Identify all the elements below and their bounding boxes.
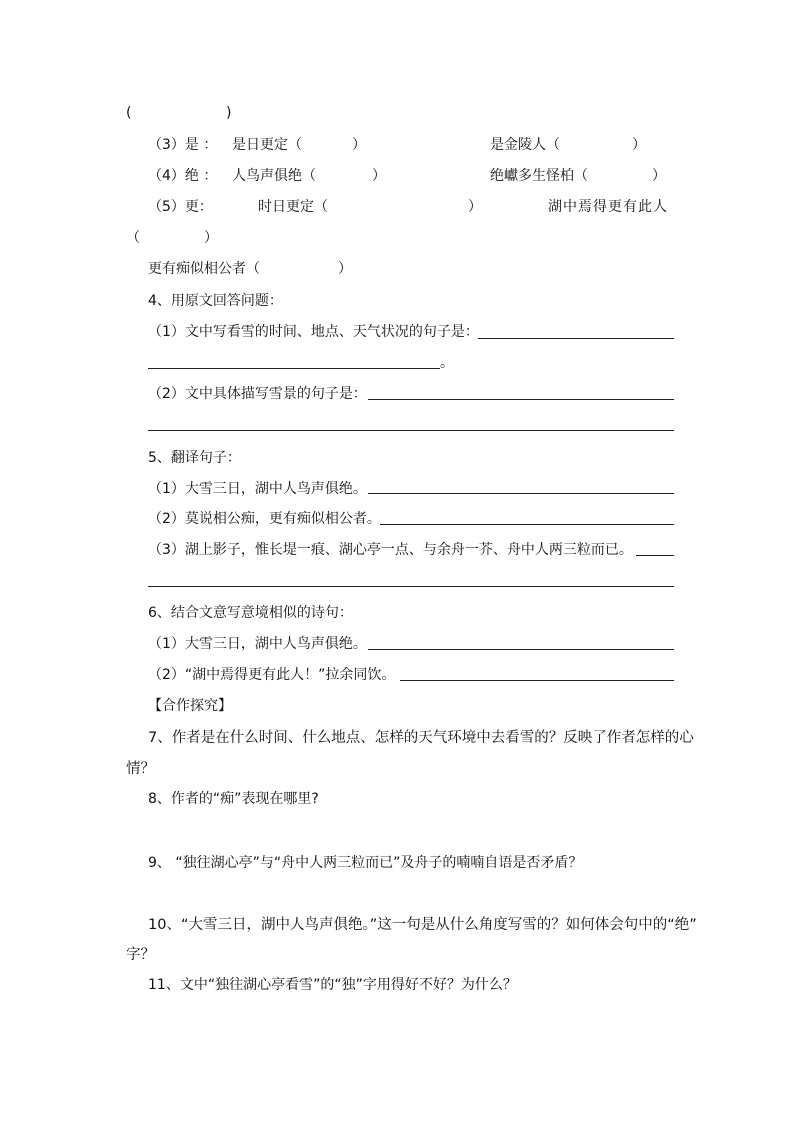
q5-open-2: （ [126,230,140,246]
answer-line[interactable] [368,649,674,650]
q4-label-jue: （4）绝 ： [148,168,218,184]
answer-line[interactable] [478,338,674,339]
q10-line-1: 10、“大雪三日，湖中人鸟声俱绝。”这一句是从什么角度写雪的？如何体会句中的“绝” [148,917,697,933]
q4-phrase-jueyan: 绝巘多生怪柏（ [490,168,588,184]
q5-label-geng: （5）更： [148,199,213,215]
q10-line-2: 字？ [126,947,155,963]
q4-close-2: ） [652,168,666,184]
q5-item-2: （2）莫说相公痴，更有痴似相公者。 [148,511,381,527]
q5-close-3: ） [338,261,352,277]
section-title: 【合作探究】 [148,698,232,714]
q3-close-2: ） [632,137,646,153]
q8: 8、作者的“痴”表现在哪里? [148,791,319,807]
q6-title: 6、结合文意写意境相似的诗句： [148,605,353,621]
paren-close-top: ) [226,105,232,121]
q5-item-1: （1）大雪三日，湖中人鸟声俱绝。 [148,481,367,497]
q3-close-1: ） [352,137,366,153]
q3-label-shi: （3）是 ： [148,137,218,153]
answer-line[interactable] [148,430,674,431]
q4-item-1: （1）文中写看雪的时间、地点、天气状况的句子是： [148,324,479,340]
q5-item-3: （3）湖上影子，惟长堤一痕、湖心亭一点、与余舟一芥、舟中人两三粒而已。 [148,542,633,558]
paren-open-top: ( [126,105,132,121]
q11: 11、文中“独往湖心亭看雪”的“独”字用得好不好？为什么？ [148,977,517,993]
answer-line[interactable] [636,555,674,556]
q4-item-2: （2）文中具体描写雪景的句子是： [148,386,367,402]
q4-phrase-renniao: 人鸟声俱绝（ [232,168,316,184]
q5-title: 5、翻译句子： [148,450,241,466]
q5-phrase-huzhong: 湖中焉得更有此人 [548,199,668,215]
q5-close-1: ） [468,199,482,215]
q7-line-1: 7、作者是在什么时间、什么地点、怎样的天气环境中去看雪的？反映了作者怎样的心 [148,730,694,746]
q6-item-1: （1）大雪三日，湖中人鸟声俱绝。 [148,636,367,652]
q4-close-1: ） [372,168,386,184]
q9: 9、 “独往湖心亭”与“舟中人两三粒而已”及舟子的喃喃自语是否矛盾？ [148,855,583,871]
q4-title: 4、用原文回答问题： [148,293,283,309]
q5-phrase-chisi: 更有痴似相公者（ [148,261,260,277]
q4-item-1-end: 。 [440,355,454,371]
q6-item-2: （2）“湖中焉得更有此人！”拉余同饮。 [148,667,396,683]
answer-line[interactable] [400,680,674,681]
answer-line[interactable] [148,368,440,369]
q7-line-2: 情？ [126,761,155,777]
q3-phrase-jinling: 是金陵人（ [490,137,560,153]
answer-line[interactable] [368,493,674,494]
answer-line[interactable] [148,586,674,587]
q5-phrase-shiri: 时日更定（ [258,199,328,215]
q5-close-2: ） [204,230,218,246]
answer-line[interactable] [380,524,674,525]
q3-phrase-shi-ri: 是日更定（ [232,137,302,153]
answer-line[interactable] [368,399,674,400]
